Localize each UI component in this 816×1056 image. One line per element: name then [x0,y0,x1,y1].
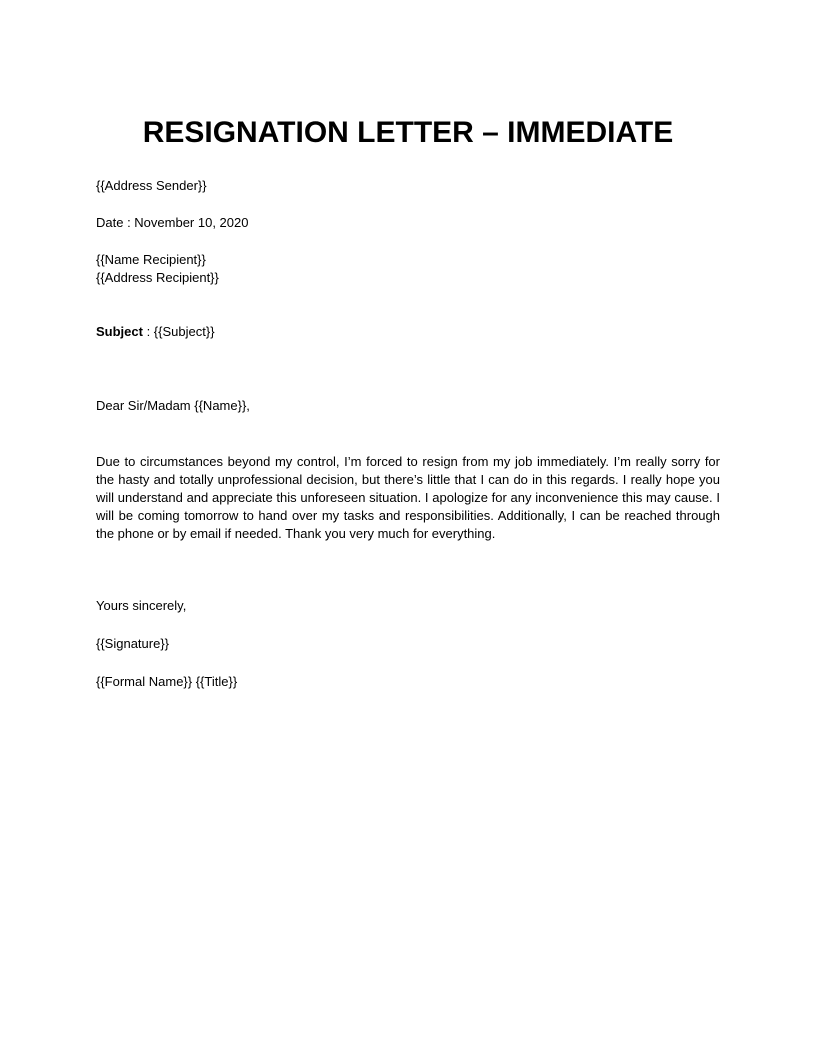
salutation: Dear Sir/Madam {{Name}}, [96,398,250,413]
letter-body: Due to circumstances beyond my control, I’m forced to resign from my job immediately. I’m really sorry for the hasty and totally unprofessional decision, but there’s little that I can do in this regards. I really hope you will understand and appreciate this unforeseen situation. I apologize for any inconvenience this may cause. I will be coming tomorrow to hand over my tasks and responsibilities. Additionally, I can be reached through the phone or by email if needed. Thank you very much for everything. [96,454,720,541]
letter-title: RESIGNATION LETTER – IMMEDIATE [142,116,674,149]
subject-line [96,323,215,341]
subject-value: : {{Subject}} [142,324,215,339]
subject-label: Subject [96,324,143,339]
recipient-address: {{Address Recipient}} [96,270,219,285]
date-line: Date : November 10, 2020 [96,215,249,230]
formal-name-title: {{Formal Name}} {{Title}} [96,674,238,689]
closing: Yours sincerely, [96,598,187,613]
recipient-name: {{Name Recipient}} [96,252,206,267]
sender-address: {{Address Sender}} [96,178,207,193]
signature-placeholder: {{Signature}} [96,636,170,651]
